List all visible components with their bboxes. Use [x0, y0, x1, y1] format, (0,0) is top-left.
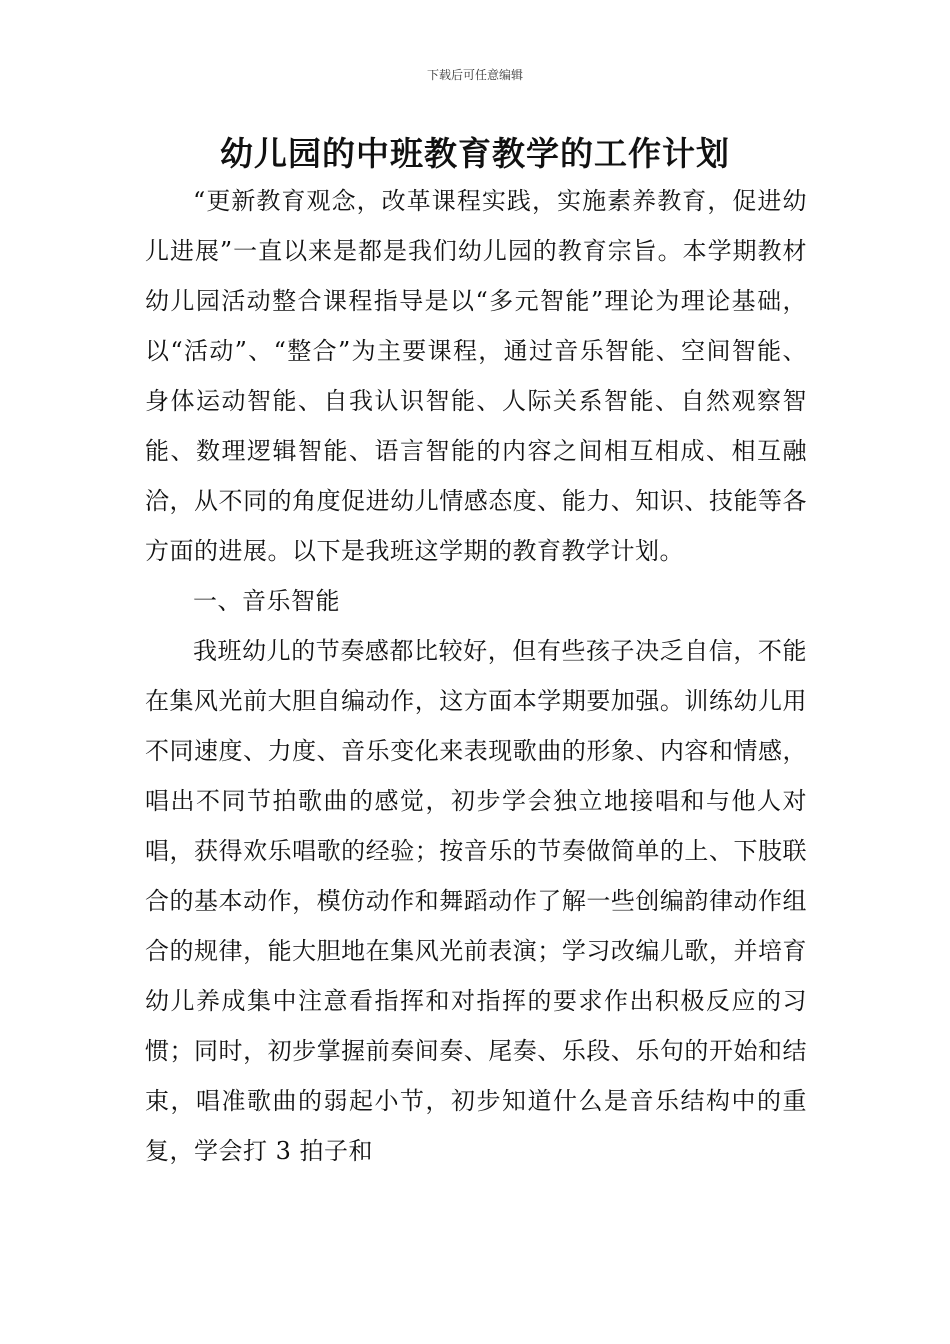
- section-heading: 一、音乐智能: [193, 587, 340, 615]
- section-paragraph: 我班幼儿的节奏感都比较好，但有些孩子决乏自信，不能在集风光前大胆自编动作，这方面本学期要加强。训练幼儿用不同速度、力度、音乐变化来表现歌曲的形象、内容和情感，唱出不同节拍歌曲的感觉，初步学会独立地接唱和与他人对唱，获得欢乐唱歌的经验；按音乐的节奏做简单的上、下肢联合的基本动作，模仿动作和舞蹈动作了解一些创编韵律动作组合的规律，能大胆地在集风光前表演；学习改编儿歌，并培育幼儿养成集中注意看指挥和对指挥的要求作出积极反应的习惯；同时，初步掌握前奏间奏、尾奏、乐段、乐句的开始和结束，唱准歌曲的弱起小节，初步知道什么是音乐结构中的重复，学会打 3 拍子和: [145, 637, 807, 1165]
- document-body: [145, 176, 807, 1176]
- document-title: 幼儿园的中班教育教学的工作计划: [220, 134, 730, 173]
- intro-paragraph: “更新教育观念，改革课程实践，实施素养教育，促进幼儿进展”一直以来是都是我们幼儿园的教育宗旨。本学期教材幼儿园活动整合课程指导是以“多元智能”理论为理论基础，以“活动”、“整合”为主要课程，通过音乐智能、空间智能、身体运动智能、自我认识智能、人际关系智能、自然观察智能、数理逻辑智能、语言智能的内容之间相互相成、相互融洽，从不同的角度促进幼儿情感态度、能力、知识、技能等各方面的进展。以下是我班这学期的教育教学计划。: [145, 187, 807, 565]
- header-note: 下载后可任意编辑: [426, 68, 523, 82]
